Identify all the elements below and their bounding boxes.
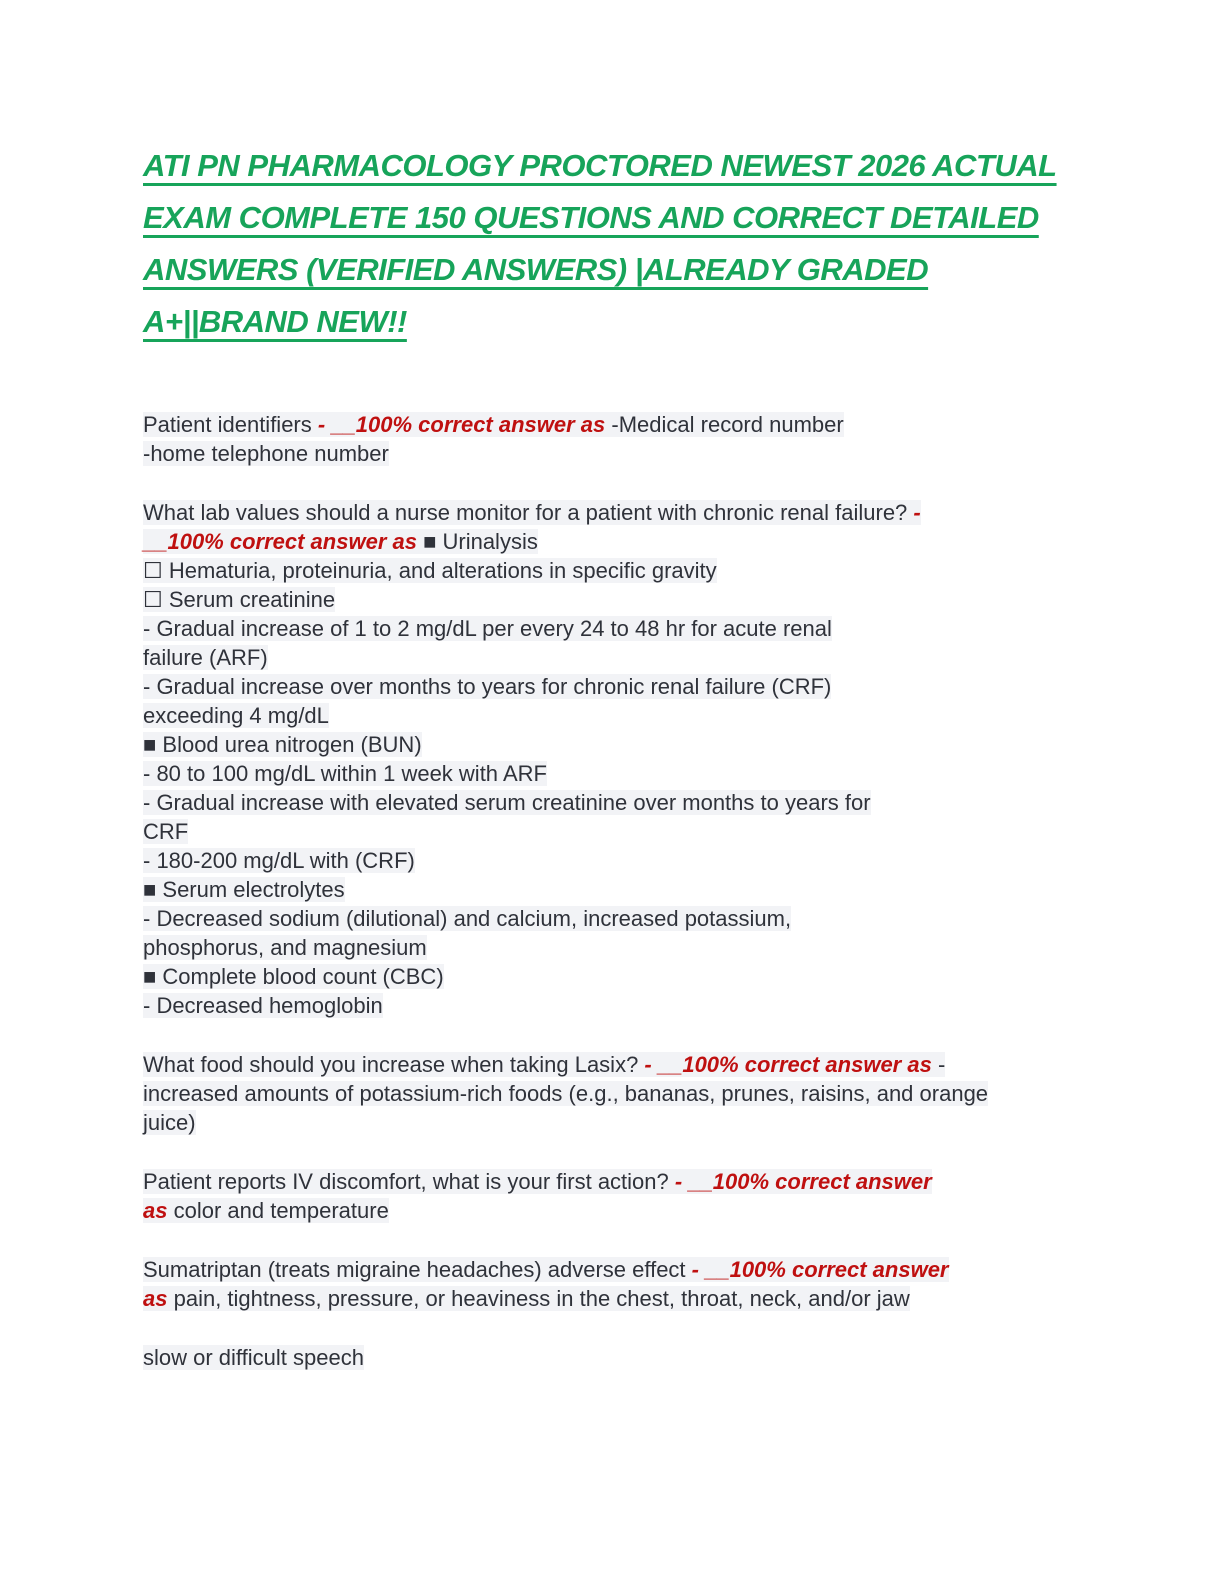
answer-marker-run: as [143, 1198, 168, 1223]
text-run: What food should you increase when taking Lasix? [143, 1052, 645, 1077]
text-run: Patient reports IV discomfort, what is your first action? [143, 1169, 675, 1194]
answer-marker-run: - __100% correct answer [674, 1169, 932, 1194]
text-run: What lab values should a nurse monitor for a patient with chronic renal failure? [143, 500, 914, 525]
text-line [143, 672, 1093, 701]
title-line-text: A+||BRAND NEW!! [143, 304, 407, 339]
text-run: Sumatriptan (treats migraine headaches) adverse effect [143, 1257, 692, 1282]
note-slow-difficult-speech [143, 1343, 1093, 1372]
text-line [143, 991, 1093, 1020]
answer-marker-run: __100% correct answer as [143, 529, 417, 554]
text-run: ■ Complete blood count (CBC) [143, 964, 444, 989]
q-iv-discomfort [143, 1167, 1093, 1225]
text-line [143, 788, 1093, 817]
text-line [143, 846, 1093, 875]
text-run: failure (ARF) [143, 645, 268, 670]
answer-marker-run: - __100% correct answer [691, 1257, 949, 1282]
text-line [143, 1255, 1093, 1284]
title-line [143, 140, 1093, 192]
text-line [143, 643, 1093, 672]
q-patient-identifiers [143, 410, 1093, 468]
text-line [143, 1167, 1093, 1196]
title-line-text: ATI PN PHARMACOLOGY PROCTORED NEWEST 2026 ACTUAL [143, 148, 1057, 183]
text-line [143, 527, 1093, 556]
text-line [143, 556, 1093, 585]
document-content [143, 140, 1093, 1402]
text-line [143, 410, 1093, 439]
text-run: ☐ Serum creatinine [143, 587, 336, 612]
text-run: - 180-200 mg/dL with (CRF) [143, 848, 415, 873]
text-run: -Medical record number [605, 412, 844, 437]
text-line [143, 1050, 1093, 1079]
text-run: - Decreased sodium (dilutional) and calcium, increased potassium, [143, 906, 792, 931]
title-line [143, 296, 1093, 348]
text-line [143, 1108, 1093, 1137]
text-line [143, 1079, 1093, 1108]
q-sumatriptan-adverse-effect [143, 1255, 1093, 1313]
text-run: - 80 to 100 mg/dL within 1 week with ARF [143, 761, 547, 786]
text-line [143, 962, 1093, 991]
text-run: slow or difficult speech [143, 1345, 364, 1370]
text-run: - Decreased hemoglobin [143, 993, 383, 1018]
text-run: Patient identifiers [143, 412, 318, 437]
text-line [143, 817, 1093, 846]
document-blocks [143, 410, 1093, 1372]
title-line [143, 192, 1093, 244]
text-run: -home telephone number [143, 441, 389, 466]
text-run: ■ Serum electrolytes [143, 877, 345, 902]
text-run: juice) [143, 1110, 196, 1135]
text-line [143, 439, 1093, 468]
text-run: ■ Blood urea nitrogen (BUN) [143, 732, 422, 757]
text-run: color and temperature [167, 1198, 389, 1223]
title-line-text: EXAM COMPLETE 150 QUESTIONS AND CORRECT DETAILED [143, 200, 1039, 235]
document-title [143, 140, 1093, 348]
text-line [143, 701, 1093, 730]
answer-marker-run: - __100% correct answer as [317, 412, 606, 437]
title-line-text: ANSWERS (VERIFIED ANSWERS) |ALREADY GRADED [143, 252, 929, 287]
text-line [143, 904, 1093, 933]
text-line [143, 1284, 1093, 1313]
text-line [143, 614, 1093, 643]
text-line [143, 1196, 1093, 1225]
text-line [143, 498, 1093, 527]
answer-marker-run: - __100% correct answer as [644, 1052, 932, 1077]
text-line [143, 875, 1093, 904]
text-line [143, 1343, 1093, 1372]
text-run: pain, tightness, pressure, or heaviness in the chest, throat, neck, and/or jaw [167, 1286, 910, 1311]
text-run: CRF [143, 819, 189, 844]
text-line [143, 585, 1093, 614]
text-run: - Gradual increase over months to years for chronic renal failure (CRF) [143, 674, 832, 699]
text-run: ■ Urinalysis [416, 529, 538, 554]
answer-marker-run: as [143, 1286, 168, 1311]
text-run: - Gradual increase of 1 to 2 mg/dL per every 24 to 48 hr for acute renal [143, 616, 832, 641]
q-lasix-food [143, 1050, 1093, 1137]
text-line [143, 730, 1093, 759]
text-run: exceeding 4 mg/dL [143, 703, 329, 728]
q-chronic-renal-failure-labs [143, 498, 1093, 1020]
text-run: - Gradual increase with elevated serum creatinine over months to years for [143, 790, 871, 815]
text-run: - [931, 1052, 946, 1077]
text-line [143, 933, 1093, 962]
text-run: phosphorus, and magnesium [143, 935, 427, 960]
text-run: increased amounts of potassium-rich foods (e.g., bananas, prunes, raisins, and orange [143, 1081, 989, 1106]
text-run: ☐ Hematuria, proteinuria, and alterations in specific gravity [143, 558, 717, 583]
answer-marker-run: - [913, 500, 921, 525]
text-line [143, 759, 1093, 788]
title-line [143, 244, 1093, 296]
